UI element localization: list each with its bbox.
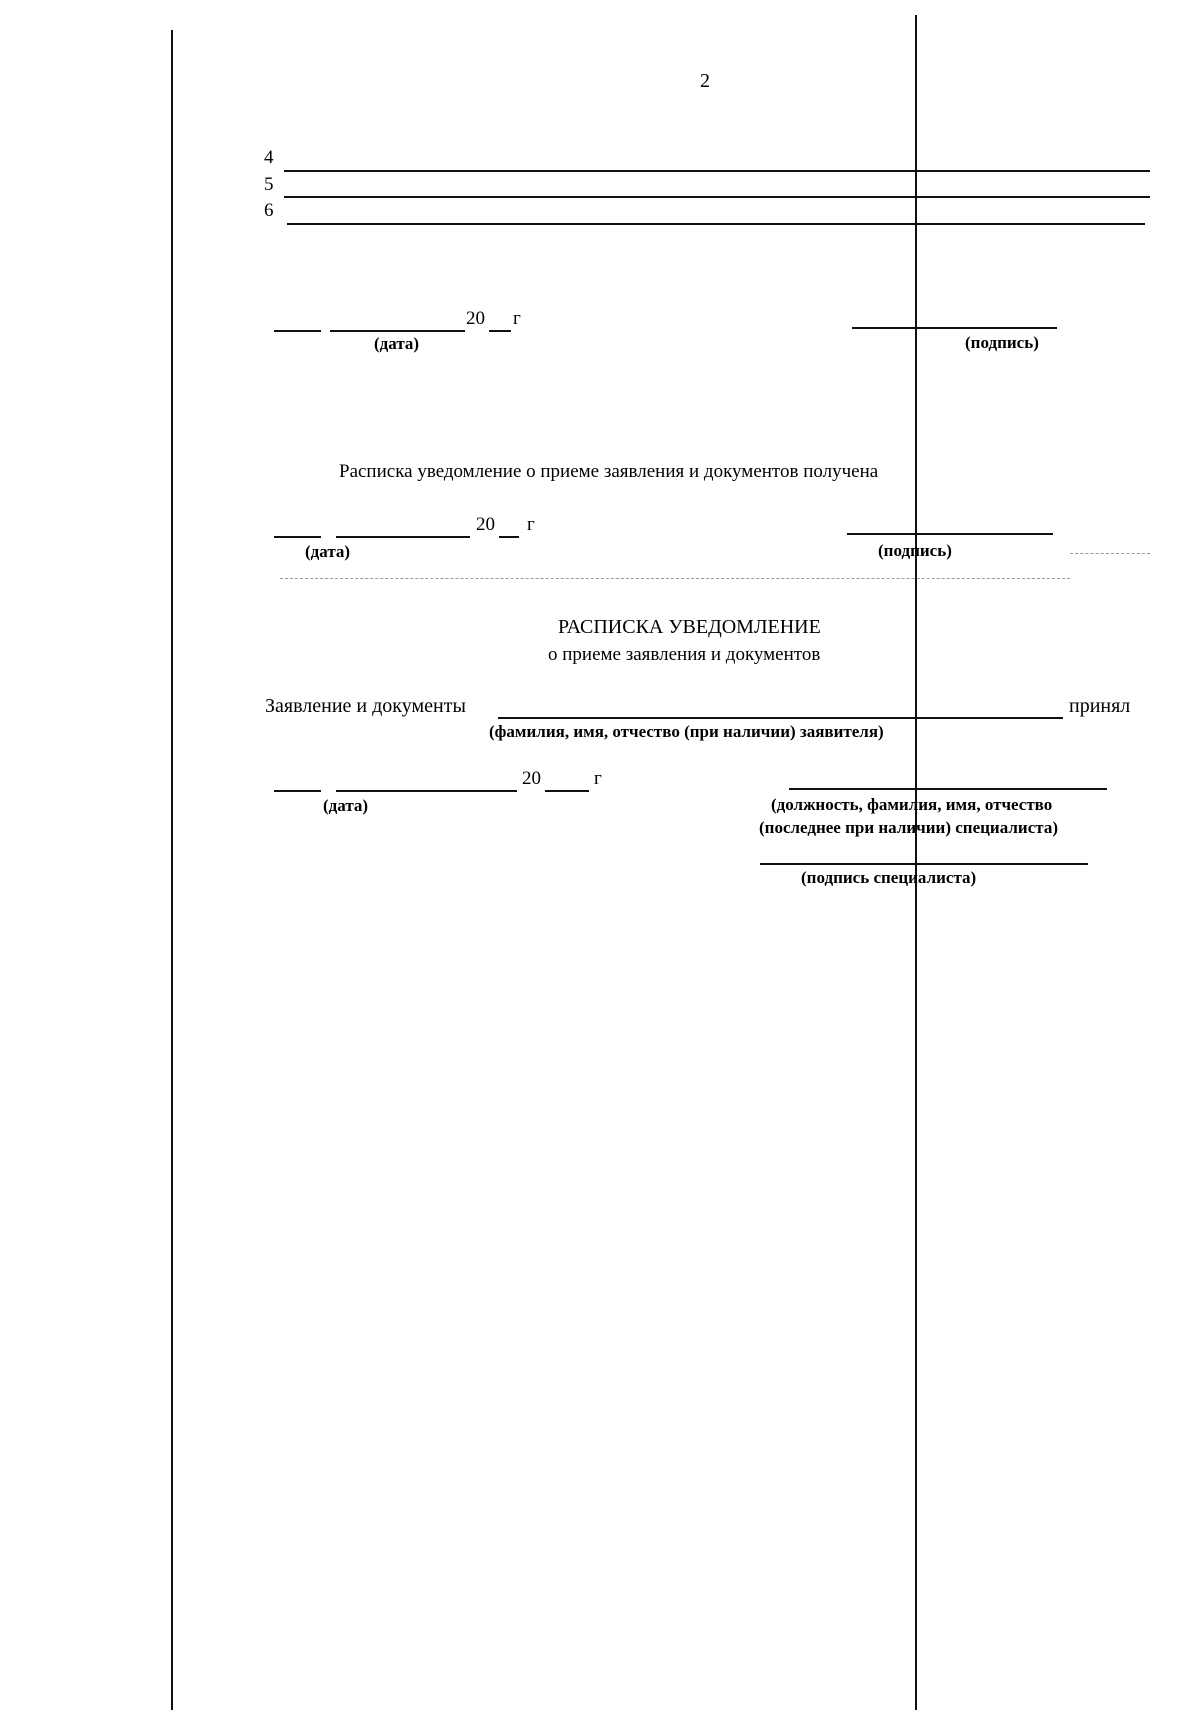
signature-caption: (подпись) [878, 541, 952, 560]
month-blank [336, 790, 517, 792]
year-suffix: г [527, 514, 535, 535]
date-caption: (дата) [374, 334, 420, 353]
year-suffix: г [594, 768, 602, 789]
specialist-signature-blank [760, 863, 1088, 865]
signature-blank [847, 533, 1053, 535]
line-number: 6 [264, 200, 274, 221]
day-blank [274, 790, 321, 792]
left-margin-line [171, 30, 173, 1710]
year-blank [545, 790, 589, 792]
year-prefix: 20 [476, 514, 495, 535]
receipt-subtitle: о приеме заявления и документов [548, 644, 821, 665]
month-blank [330, 330, 465, 332]
blank-line [287, 223, 1145, 225]
specialist-blank [789, 788, 1107, 790]
receipt-received-text: Расписка уведомление о приеме заявления и документов получена [339, 461, 879, 482]
year-blank [489, 330, 511, 332]
year-blank [499, 536, 519, 538]
applicant-blank [498, 717, 1063, 719]
specialist-caption-line1: (должность, фамилия, имя, отчество [771, 795, 1053, 814]
page-number: 2 [700, 70, 710, 92]
year-prefix: 20 [466, 308, 485, 329]
day-blank [274, 330, 321, 332]
applicant-caption: (фамилия, имя, отчество (при наличии) заявителя) [489, 722, 884, 741]
accepted-prefix: Заявление и документы [265, 695, 466, 717]
receipt-title: РАСПИСКА УВЕДОМЛЕНИЕ [558, 616, 821, 638]
blank-line [284, 170, 1150, 172]
day-blank [274, 536, 321, 538]
year-prefix: 20 [522, 768, 541, 789]
date-caption: (дата) [323, 796, 369, 815]
date-caption: (дата) [305, 542, 351, 561]
cut-line [280, 578, 1070, 579]
line-number: 4 [264, 147, 274, 168]
blank-line [284, 196, 1150, 198]
cut-line-fragment [1070, 553, 1150, 554]
line-number: 5 [264, 174, 274, 195]
signature-caption: (подпись) [965, 333, 1039, 352]
month-blank [336, 536, 470, 538]
specialist-caption-line2: (последнее при наличии) специалиста) [759, 818, 1058, 837]
year-suffix: г [513, 308, 521, 329]
specialist-signature-caption: (подпись специалиста) [801, 868, 977, 887]
accepted-suffix: принял [1069, 695, 1131, 717]
signature-blank [852, 327, 1057, 329]
